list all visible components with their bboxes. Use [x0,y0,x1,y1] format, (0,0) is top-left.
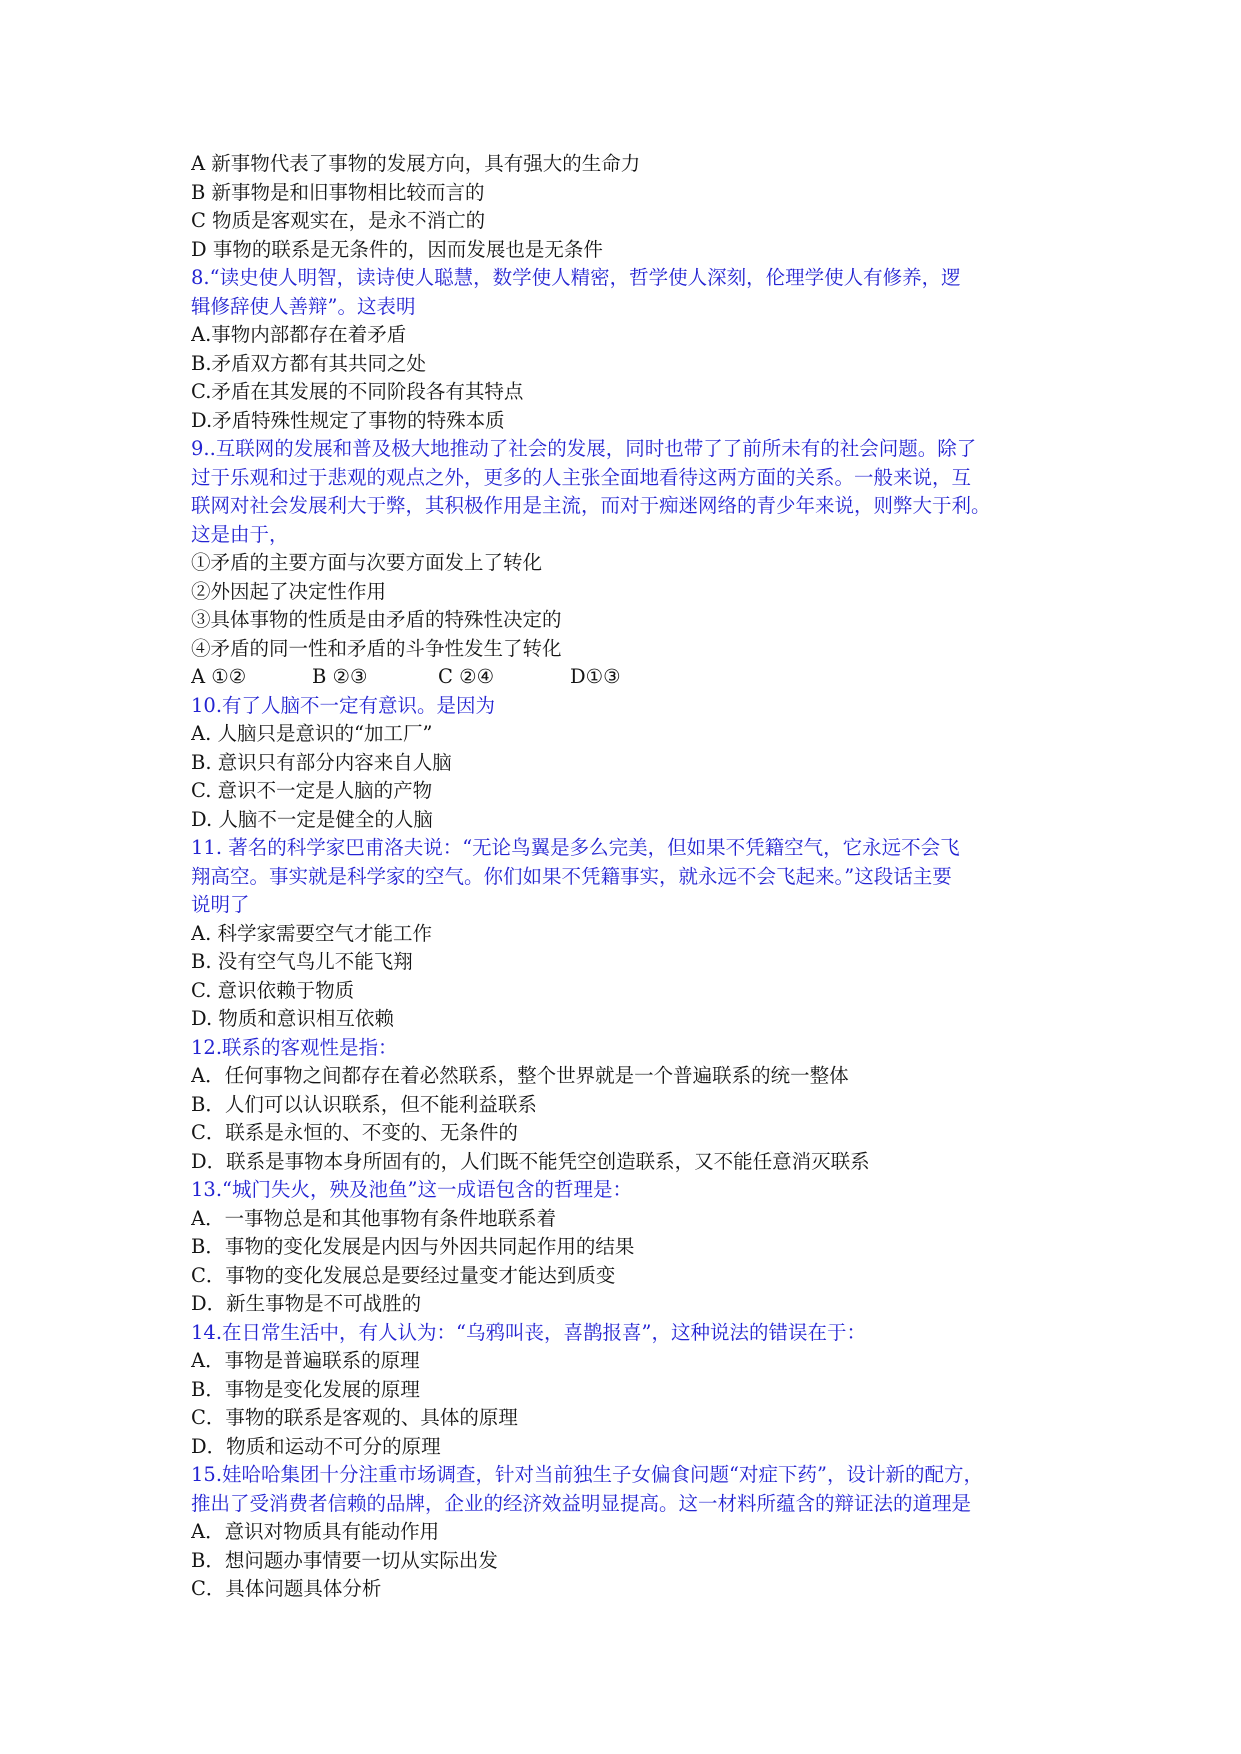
question-text: 说明了 [191,893,250,916]
answer-choice: D①③ [570,665,621,688]
option-text: B．事物的变化发展是内因与外因共同起作用的结果 [191,1235,635,1258]
question-text: 这是由于， [191,522,289,546]
option-text: A 新事物代表了事物的发展方向，具有强大的生命力 [191,152,641,175]
option-text: A. 科学家需要空气才能工作 [191,921,432,945]
option-text: B．人们可以认识联系，但不能利益联系 [191,1092,537,1116]
option-text: ④矛盾的同一性和矛盾的斗争性发生了转化 [191,636,562,660]
option-text: C．事物的变化发展总是要经过量变才能达到质变 [191,1263,616,1287]
question-text: 辑修辞使人善辩”。这表明 [191,294,416,318]
option-text: ③具体事物的性质是由矛盾的特殊性决定的 [191,608,562,631]
answer-choices-row [191,663,1061,692]
option-text: D 事物的联系是无条件的，因而发展也是无条件 [191,237,603,261]
question-text: 15.娃哈哈集团十分注重市场调查，针对当前独生子女偏食问题“对症下药”，设计新的配方， [191,1463,983,1486]
answer-choice: B ②③ [312,665,368,688]
question-text: 联网对社会发展利大于弊，其积极作用是主流，而对于痴迷网络的青少年来说，则弊大于利。 [191,494,991,517]
option-text: B.矛盾双方都有其共同之处 [191,351,427,375]
option-text: ②外因起了决定性作用 [191,579,387,603]
option-text: A．意识对物质具有能动作用 [191,1520,440,1543]
option-text: B. 没有空气鸟儿不能飞翔 [191,950,413,973]
question-text: 14.在日常生活中，有人认为：“乌鸦叫丧，喜鹊报喜”，这种说法的错误在于： [191,1320,866,1344]
option-text: B 新事物是和旧事物相比较而言的 [191,180,485,204]
option-text: A．一事物总是和其他事物有条件地联系着 [191,1206,557,1230]
question-text: 12.联系的客观性是指： [191,1035,398,1059]
question-text: 9..互联网的发展和普及极大地推动了社会的发展，同时也带了了前所未有的社会问题。除了 [191,437,977,460]
option-text: A. 人脑只是意识的“加工厂” [191,722,433,745]
option-text: C. 意识不一定是人脑的产物 [191,779,433,802]
option-text: ①矛盾的主要方面与次要方面发上了转化 [191,551,543,574]
option-text: D．联系是事物本身所固有的，人们既不能凭空创造联系，又不能任意消灭联系 [191,1149,870,1173]
option-text: D.矛盾特殊性规定了事物的特殊本质 [191,408,505,432]
option-text: C．事物的联系是客观的、具体的原理 [191,1406,518,1429]
option-text: C.矛盾在其发展的不同阶段各有其特点 [191,380,524,403]
option-text: C．联系是永恒的、不变的、无条件的 [191,1121,518,1144]
option-text: C. 意识依赖于物质 [191,978,355,1002]
option-text: A．事物是普遍联系的原理 [191,1349,420,1372]
option-text: C 物质是客观实在，是永不消亡的 [191,209,486,232]
option-text: D．新生事物是不可战胜的 [191,1292,422,1315]
option-text: B．事物是变化发展的原理 [191,1377,420,1401]
question-text: 翔高空。事实就是科学家的空气。你们如果不凭籍事实，就永远不会飞起来。”这段话主要 [191,864,952,888]
exam-content [191,150,1061,1604]
option-text: B. 意识只有部分内容来自人脑 [191,750,452,774]
option-text: D. 人脑不一定是健全的人脑 [191,807,433,831]
answer-choice: C ②④ [438,665,495,688]
answer-choice: A ①② [191,665,247,688]
question-text: 过于乐观和过于悲观的观点之外，更多的人主张全面地看待这两方面的关系。一般来说，互 [191,465,972,489]
option-text: D．物质和运动不可分的原理 [191,1434,441,1458]
option-text: C．具体问题具体分析 [191,1577,382,1600]
option-text: A.事物内部都存在着矛盾 [191,323,407,346]
question-text: 13.“城门失火，殃及池鱼”这一成语包含的哲理是： [191,1178,632,1201]
question-text: 8.“读史使人明智，读诗使人聪慧，数学使人精密，哲学使人深刻，伦理学使人有修养，逻 [191,266,961,289]
question-text: 推出了受消费者信赖的品牌，企业的经济效益明显提高。这一材料所蕴含的辩证法的道理是 [191,1491,972,1515]
option-text: A．任何事物之间都存在着必然联系，整个世界就是一个普遍联系的统一整体 [191,1064,849,1087]
question-text: 11. 著名的科学家巴甫洛夫说：“无论鸟翼是多么完美，但如果不凭籍空气，它永远不会飞 [191,836,960,859]
question-text: 10.有了人脑不一定有意识。是因为 [191,693,496,717]
option-text: B．想问题办事情要一切从实际出发 [191,1548,498,1572]
option-text: D. 物质和意识相互依赖 [191,1007,394,1030]
